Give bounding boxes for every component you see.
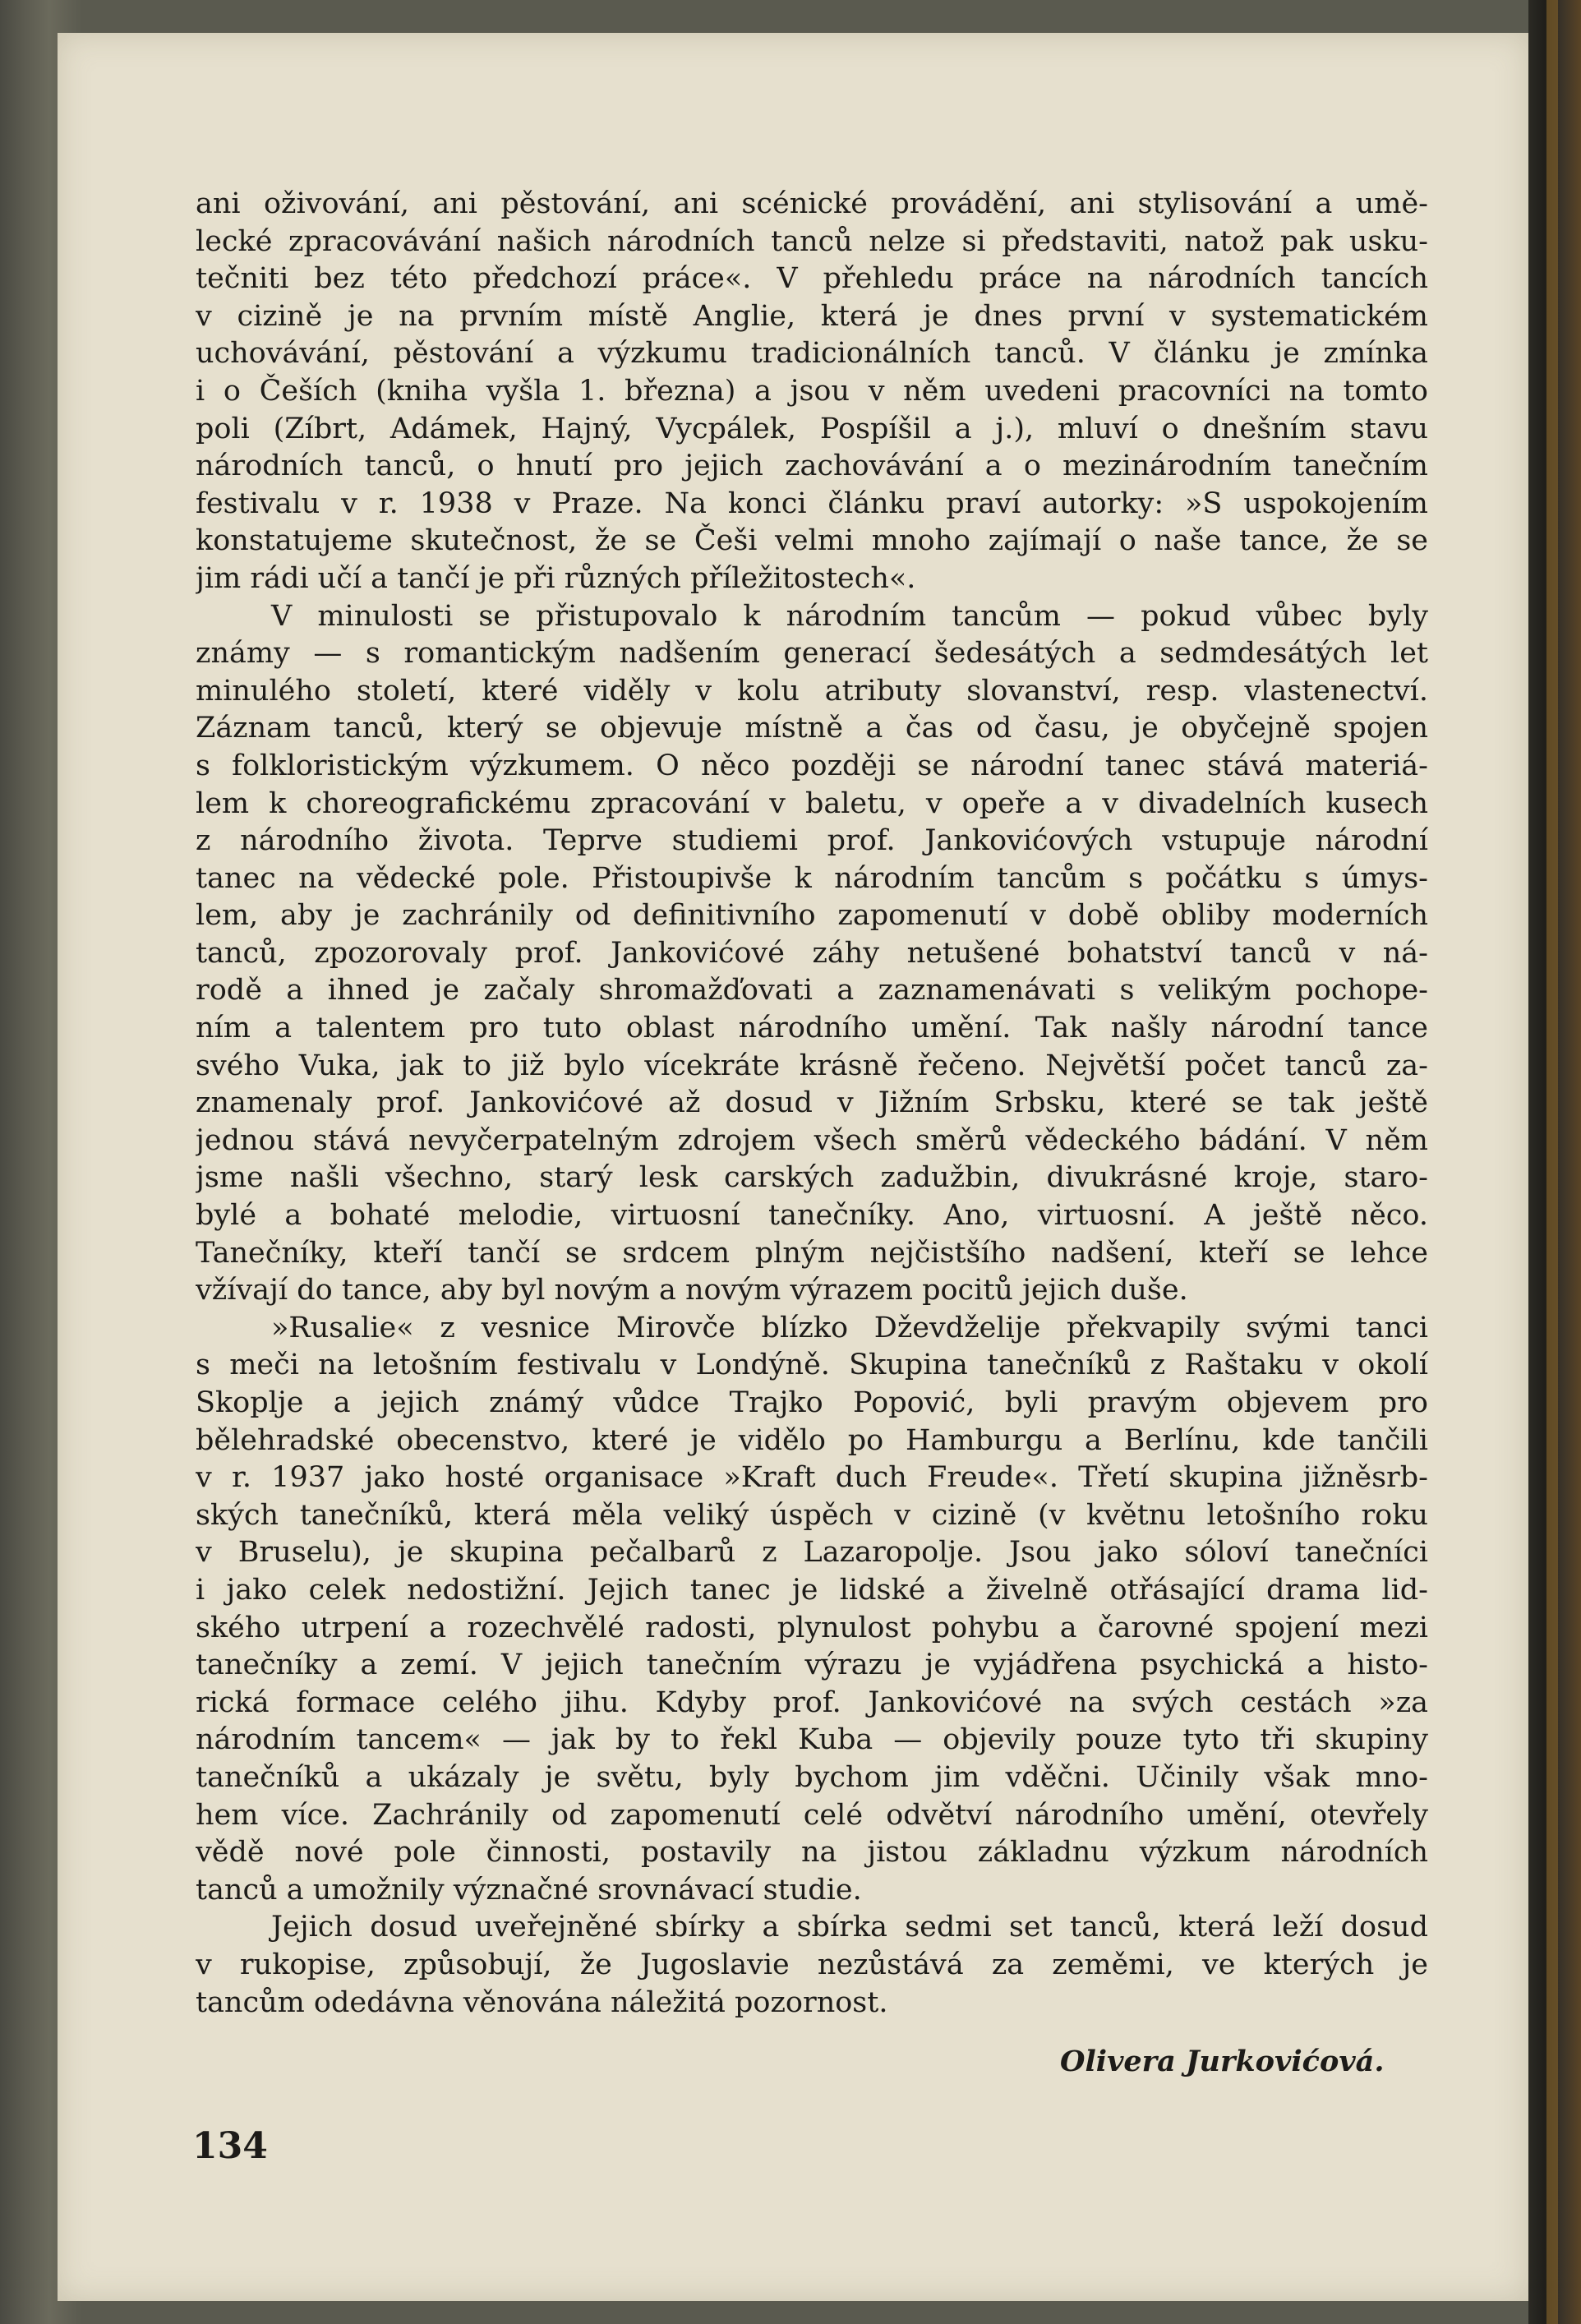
text-line: znamenaly prof. Jankovićové až dosud v Jižním Srbsku, které se tak ještě bbox=[196, 1086, 1428, 1120]
text-line: i o Češích (kniha vyšla 1. března) a jsou v něm uvedeni pracovníci na tomto bbox=[196, 374, 1428, 408]
text-line: Tanečníky, kteří tančí se srdcem plným nejčistšího nadšení, kteří se lehce bbox=[196, 1236, 1428, 1270]
text-line: ského utrpení a rozechvělé radosti, plynulost pohybu a čarovné spojení mezi bbox=[196, 1611, 1428, 1644]
text-line: z národního života. Teprve studiemi prof. Jankovićových vstupuje národní bbox=[196, 824, 1428, 858]
text-line: v rukopise, způsobují, že Jugoslavie nezůstává za zeměmi, ve kterých je bbox=[196, 1948, 1428, 1981]
text-line: bylé a bohaté melodie, virtuosní tanečníky. Ano, virtuosní. A ještě něco. bbox=[196, 1199, 1428, 1233]
text-line: tanců, zpozorovaly prof. Jankovićové záhy netušené bohatství tanců v ná- bbox=[196, 936, 1428, 970]
text-line: v Bruselu), je skupina pečalbarů z Lazaropolje. Jsou jako sóloví tanečníci bbox=[196, 1536, 1428, 1570]
author-signature: Olivera Jurkovićová. bbox=[1060, 2045, 1385, 2078]
text-line: tanečníků a ukázaly je světu, byly bychom jim vděčni. Učinily však mno- bbox=[196, 1760, 1428, 1794]
text-line: jednou stává nevyčerpatelným zdrojem všech směrů vědeckého bádání. V něm bbox=[196, 1123, 1428, 1157]
text-line: V minulosti se přistupovalo k národním tancům — pokud vůbec byly bbox=[271, 599, 1428, 633]
text-line: Záznam tanců, který se objevuje místně a čas od času, je obyčejně spojen bbox=[196, 712, 1428, 745]
page-number: 134 bbox=[192, 2125, 268, 2167]
text-line: Jejich dosud uveřejněné sbírky a sbírka sedmi set tanců, která leží dosud bbox=[271, 1911, 1428, 1944]
text-line: hem více. Zachránily od zapomenutí celé odvětví národního umění, otevřely bbox=[196, 1798, 1428, 1832]
text-line: rodě a ihned je začaly shromažďovati a zaznamenávati s velikým pochope- bbox=[196, 974, 1428, 1008]
text-line: Skoplje a jejich známý vůdce Trajko Popović, byli pravým objevem pro bbox=[196, 1386, 1428, 1419]
text-line: v cizině je na prvním místě Anglie, která je dnes první v systematickém bbox=[196, 299, 1428, 333]
text-line: svého Vuka, jak to již bylo vícekráte krásně řečeno. Největší počet tanců za- bbox=[196, 1049, 1428, 1082]
text-line: rická formace celého jihu. Kdyby prof. Jankovićové na svých cestách »za bbox=[196, 1685, 1428, 1719]
text-line: festivalu v r. 1938 v Praze. Na konci článku praví autorky: »S uspokojením bbox=[196, 486, 1428, 520]
text-line: ním a talentem pro tuto oblast národního umění. Tak našly národní tance bbox=[196, 1012, 1428, 1045]
article-body bbox=[196, 186, 1428, 2022]
text-line: s meči na letošním festivalu v Londýně. Skupina tanečníků z Raštaku v okolí bbox=[196, 1349, 1428, 1382]
text-line: uchovávání, pěstování a výzkumu tradicionálních tanců. V článku je zmínka bbox=[196, 337, 1428, 371]
text-line: s folkloristickým výzkumem. O něco později se národní tanec stává materiá- bbox=[196, 749, 1428, 782]
text-line: vědě nové pole činnosti, postavily na jistou základnu výzkum národních bbox=[196, 1836, 1428, 1870]
text-line: tanečníky a zemí. V jejich tanečním výrazu je vyjádřena psychická a histo- bbox=[196, 1648, 1428, 1682]
text-line: národním tancem« — jak by to řekl Kuba — objevily pouze tyto tři skupiny bbox=[196, 1723, 1428, 1757]
text-line: v r. 1937 jako hosté organisace »Kraft duch Freude«. Třetí skupina jižněsrb- bbox=[196, 1461, 1428, 1495]
text-line: konstatujeme skutečnost, že se Češi velmi mnoho zajímají o naše tance, že se bbox=[196, 524, 1428, 558]
text-line: tečniti bez této předchozí práce«. V přehledu práce na národních tancích bbox=[196, 262, 1428, 296]
text-line: tanec na vědecké pole. Přistoupivše k národním tancům s počátku s úmys- bbox=[196, 861, 1428, 895]
text-line: tancům odedávna věnována náležitá pozornost. bbox=[196, 1985, 888, 2019]
text-line: lem, aby je zachránily od definitivního zapomenutí v době obliby moderních bbox=[196, 899, 1428, 933]
text-line: vžívají do tance, aby byl novým a novým výrazem pocitů jejich duše. bbox=[196, 1274, 1188, 1307]
text-line: minulého století, které viděly v kolu atributy slovanství, resp. vlastenectví. bbox=[196, 674, 1428, 708]
text-line: bělehradské obecenstvo, které je vidělo po Hamburgu a Berlínu, kde tančili bbox=[196, 1423, 1428, 1457]
text-line: jim rádi učí a tančí je při různých příležitostech«. bbox=[196, 561, 916, 595]
text-line: »Rusalie« z vesnice Mirovče blízko Dževdželije překvapily svými tanci bbox=[271, 1311, 1428, 1344]
text-line: národních tanců, o hnutí pro jejich zachovávání a o mezinárodním tanečním bbox=[196, 450, 1428, 483]
binding-stripe bbox=[1546, 0, 1558, 2324]
text-line: ani oživování, ani pěstování, ani scénické provádění, ani stylisování a umě- bbox=[196, 187, 1428, 220]
text-line: tanců a umožnily význačné srovnávací studie. bbox=[196, 1873, 862, 1907]
text-line: lem k choreografickému zpracování v baletu, v opeře a v divadelních kusech bbox=[196, 786, 1428, 820]
text-line: známy — s romantickým nadšením generací šedesátých a sedmdesátých let bbox=[196, 637, 1428, 671]
text-line: poli (Zíbrt, Adámek, Hajný, Vycpálek, Pospíšil a j.), mluví o dnešním stavu bbox=[196, 412, 1428, 445]
text-line: jsme našli všechno, starý lesk carských zadužbin, divukrásné kroje, staro- bbox=[196, 1161, 1428, 1195]
text-line: i jako celek nedostižní. Jejich tanec je lidské a živelně otřásající drama lid- bbox=[196, 1573, 1428, 1607]
text-line: ských tanečníků, která měla veliký úspěch v cizině (v květnu letošního roku bbox=[196, 1498, 1428, 1532]
text-line: lecké zpracovávání našich národních tanců nelze si představiti, natož pak usku- bbox=[196, 224, 1428, 258]
